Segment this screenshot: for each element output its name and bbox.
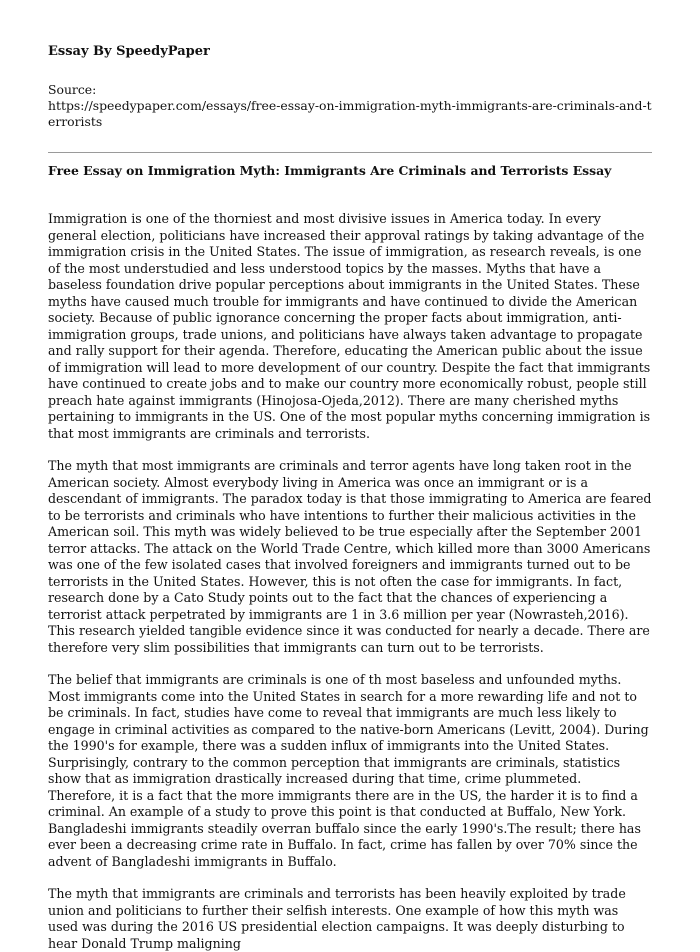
essay-title: Free Essay on Immigration Myth: Immigrants Are Criminals and Terrorists Essay (48, 163, 612, 178)
paragraph: Immigration is one of the thorniest and most divisive issues in America today. In every general election, politicians have increased their approval ratings by taking advantage of the immigration crisis in the United States. The issue of immigration, as research reveals, is one of the most understudied and less understood topics by the masses. Myths that have a baseless foundation drive popular perceptions about immigrants in the United States. These myths have caused much trouble for immigrants and have continued to divide the American society. Because of public ignorance concerning the proper facts about immigration, anti-immigration groups, trade unions, and politicians have always taken advantage to propagate and rally support for their agenda. Therefore, educating the American public about the issue of immigration will lead to more development of our country. Despite the fact that immigrants have continued to create jobs and to make our country more economically robust, people still preach hate against immigrants (Hinojosa-Ojeda,2012). There are many cherished myths pertaining to immigrants in the US. One of the most popular myths concerning immigration is that most immigrants are criminals and terrorists. (48, 211, 651, 441)
source-label: Source: (48, 82, 97, 97)
paragraph: The myth that immigrants are criminals and terrorists has been heavily exploited by trade union and politicians to further their selfish interests. One example of how this myth was used was during the 2016 US presidential election campaigns. It was deeply disturbing to hear Donald Trump maligning (48, 886, 626, 951)
paragraph: The myth that most immigrants are criminals and terror agents have long taken root in the American society. Almost everybody living in America was once an immigrant or is a descendant of immigrants. The paradox today is that those immigrating to America are feared to be terrorists and criminals who have intentions to further their malicious activities in the American soil. This myth was widely believed to be true especially after the September 2001 terror attacks. The attack on the World Trade Centre, which killed more than 3000 Americans was one of the few isolated cases that involved foreigners and immigrants turned out to be terrorists in the United States. However, this is not often the case for immigrants. In fact, research done by a Cato Study points out to the fact that the chances of experiencing a terrorist attack perpetrated by immigrants are 1 in 3.6 million per year (Nowrasteh,2016). This research yielded tangible evidence since it was conducted for nearly a decade. There are therefore very slim possibilities that immigrants can turn out to be terrorists. (48, 458, 652, 655)
source-url: https://speedypaper.com/essays/free-essay-on-immigration-myth-immigrants-are-criminals-and-terrorists (48, 98, 652, 129)
paragraph: The belief that immigrants are criminals is one of th most baseless and unfounded myths. Most immigrants come into the United States in search for a more rewarding life and not to be criminals. In fact, studies have come to reveal that immigrants are much less likely to engage in criminal activities as compared to the native-born Americans (Levitt, 2004). During the 1990's for example, there was a sudden influx of immigrants into the United States. Surprisingly, contrary to the common perception that immigrants are criminals, statistics show that as immigration drastically increased during that time, crime plummeted. Therefore, it is a fact that the more immigrants there are in the US, the harder it is to find a criminal. An example of a study to prove this point is that conducted at Buffalo, New York. Bangladeshi immigrants steadily overran buffalo since the early 1990's.The result; there has ever been a decreasing crime rate in Buffalo. In fact, crime has fallen by over 70% since the advent of Bangladeshi immigrants in Buffalo. (48, 672, 649, 869)
source-block (48, 82, 652, 130)
essay-author-line: Essay By SpeedyPaper (48, 44, 210, 59)
essay-body (48, 211, 652, 952)
divider (48, 152, 652, 153)
